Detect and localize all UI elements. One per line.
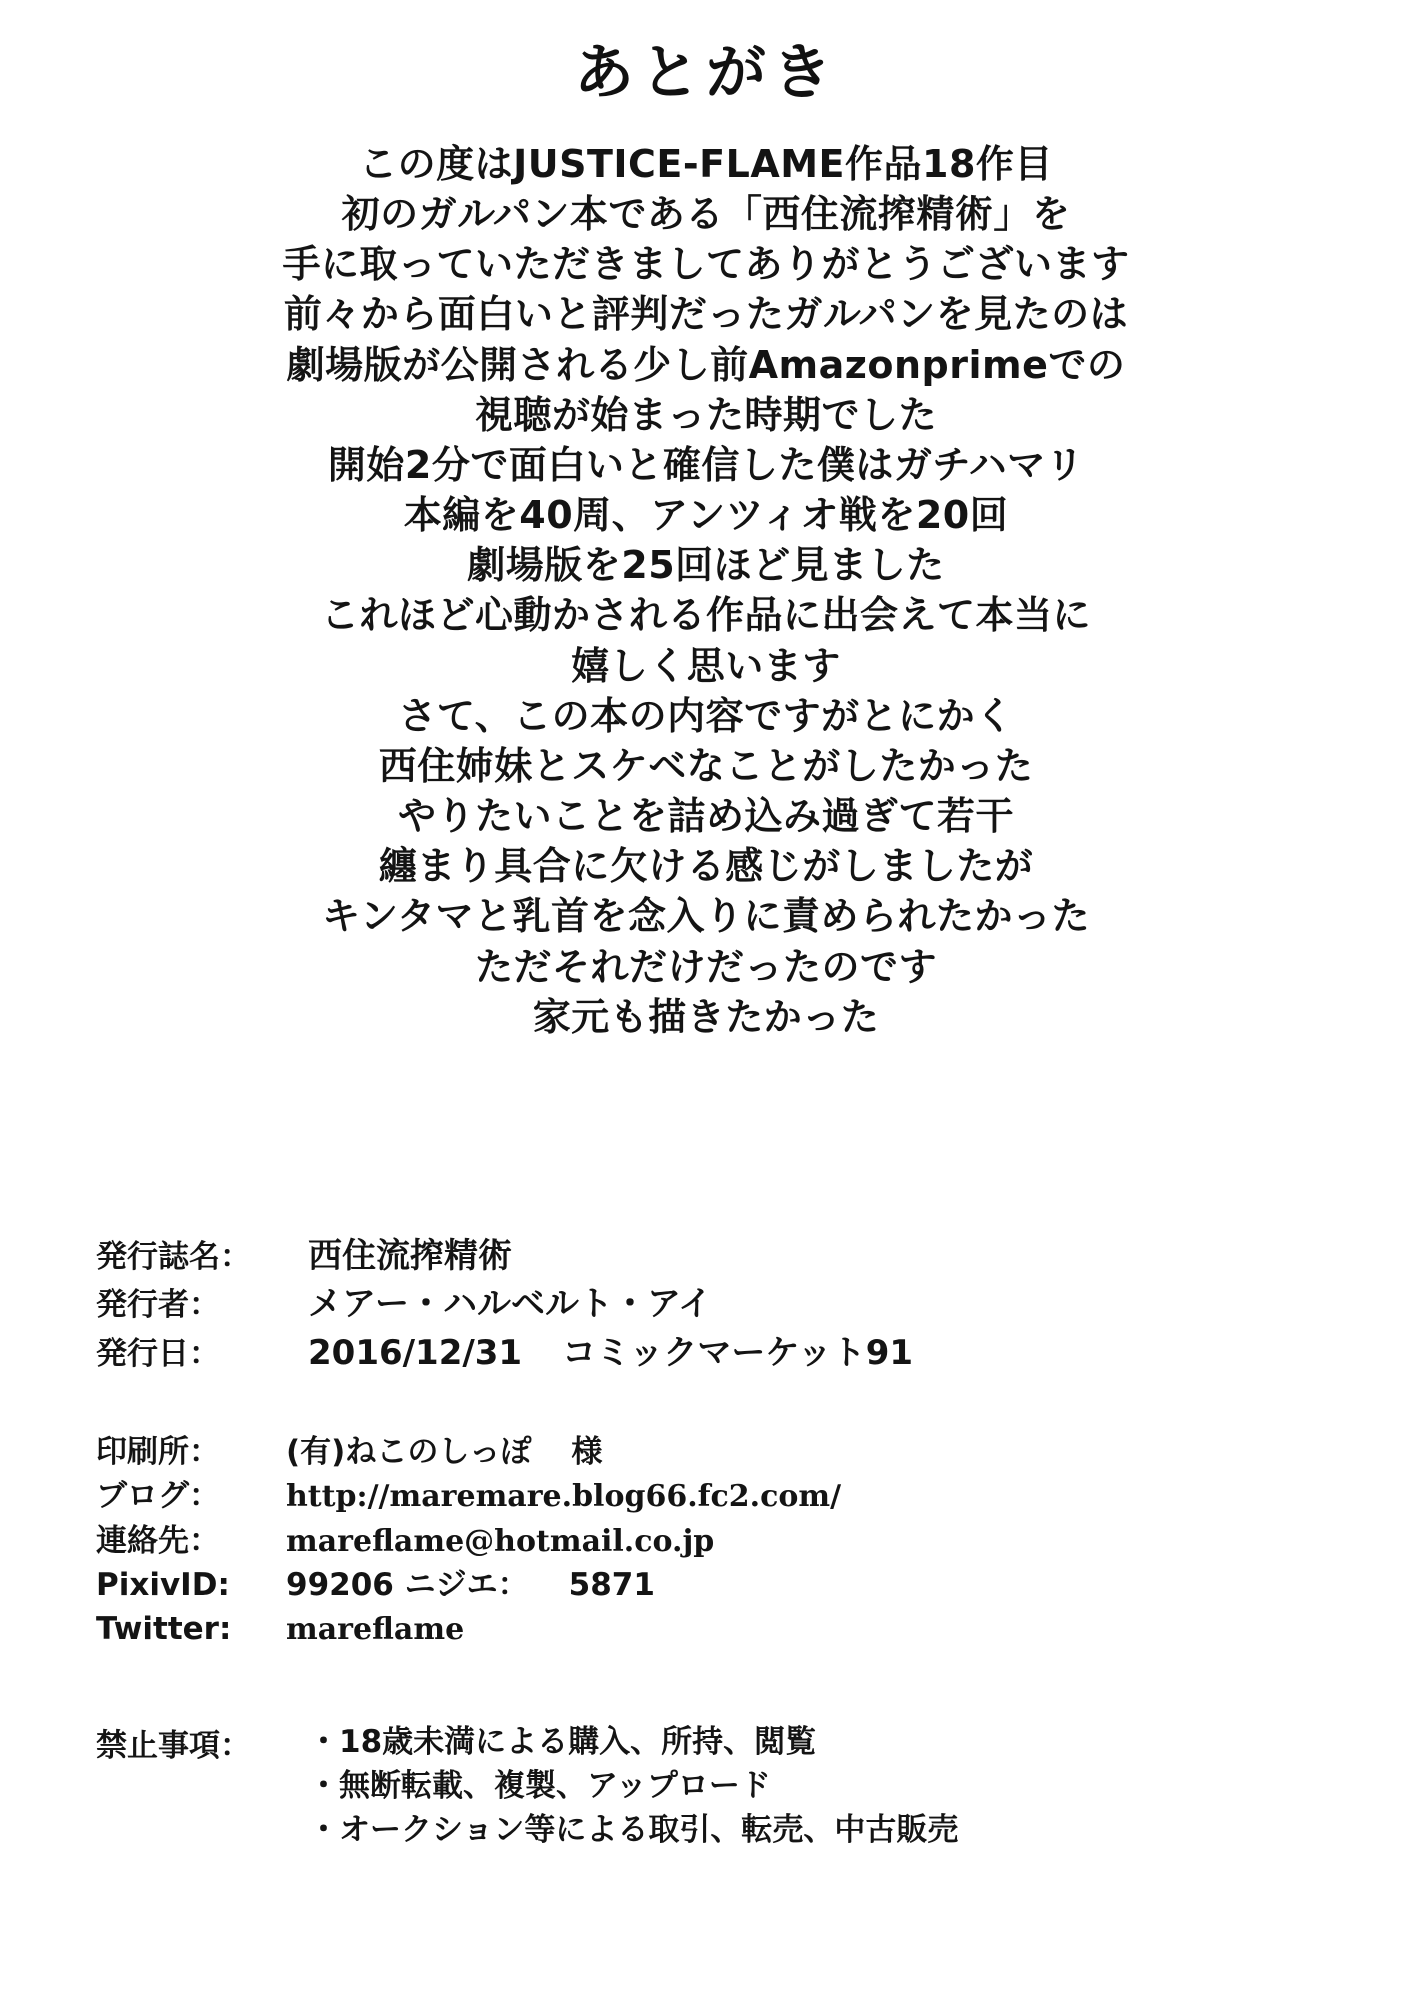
list-item: ・無断転載、複製、アップロード [308, 1768, 771, 1805]
afterword-line: 視聴が始まった時期でした [474, 392, 937, 437]
afterword-line: 前々から面白いと評判だったガルパンを見たのは [283, 292, 1129, 337]
colophon-value: (有)ねこのしっぽ [286, 1434, 532, 1470]
colophon-label: 連絡先： [96, 1522, 220, 1559]
colophon-value-date: 2016/12/31 [308, 1332, 523, 1373]
nijie-id: 5871 [568, 1567, 655, 1604]
afterword-line: 家元も描きたかった [532, 994, 880, 1039]
colophon-label: 発行日： [96, 1335, 220, 1372]
colophon-row-pixiv [96, 1563, 1352, 1607]
afterword-line: 西住姉妹とスケベなことがしたかった [378, 743, 1034, 788]
prohibitions-list [308, 1720, 958, 1852]
afterword-line: やりたいことを詰め込み過ぎて若干 [397, 794, 1014, 839]
colophon-row-twitter [96, 1607, 1352, 1652]
list-item: ・18歳未満による購入、所持、閲覧 [308, 1724, 817, 1760]
afterword-line: 本編を40周、アンツィオ戦を20回 [403, 493, 1009, 538]
afterword-line: さて、この本の内容ですがとにかく [398, 693, 1014, 738]
afterword-line: キンタマと乳首を念入りに責められたかった [321, 894, 1091, 939]
afterword-line: 開始2分で面白いと確信した僕はガチハマリ [327, 442, 1085, 487]
colophon-row [96, 1232, 1352, 1280]
colophon-row [96, 1329, 1352, 1377]
afterword-line: この度はJUSTICE-FLAME作品18作目 [359, 142, 1053, 186]
colophon-label: Twitter: [96, 1611, 232, 1648]
colophon-label: 印刷所： [96, 1434, 220, 1470]
colophon-value: メアー・ハルベルト・アイ [308, 1284, 712, 1325]
afterword-line: 劇場版を25回ほど見ました [467, 543, 945, 588]
publication-info [96, 1232, 1352, 1377]
email-address[interactable]: mareflame@hotmail.co.jp [286, 1523, 715, 1559]
afterword-line: 初のガルパン本である「西住流搾精術」を [341, 192, 1071, 237]
colophon-value-suffix: 様 [571, 1434, 603, 1470]
prohibitions-label: 禁止事項： [96, 1728, 251, 1764]
colophon-row-email [96, 1519, 1352, 1564]
colophon-value-event: コミックマーケット91 [562, 1332, 914, 1373]
pixiv-id: 99206 ニジエ： [286, 1567, 529, 1604]
colophon-value: 西住流搾精術 [308, 1236, 512, 1276]
afterword-line: 手に取っていただきましてありがとうございます [282, 242, 1130, 287]
afterword-line: ただそれだけだったのです [474, 944, 937, 989]
blog-url[interactable]: http://maremare.blog66.fc2.com/ [286, 1479, 842, 1515]
prohibitions-row [96, 1720, 1352, 1852]
afterword-line: 嬉しく思います [571, 643, 841, 688]
contact-info [96, 1430, 1352, 1652]
colophon-label: 発行誌名： [96, 1239, 251, 1275]
colophon-row [96, 1280, 1352, 1328]
colophon-label: 発行者： [96, 1287, 220, 1324]
afterword-line: 纏まり具合に欠ける感じがしましたが [378, 844, 1034, 889]
colophon-label: PixivID: [96, 1567, 230, 1604]
afterword-line: これほど心動かされる作品に出会えて本当に [320, 593, 1091, 638]
list-item: ・オークション等による取引、転売、中古販売 [308, 1812, 959, 1849]
colophon-label: ブログ： [96, 1478, 220, 1515]
afterword-line: 劇場版が公開される少し前Amazonprimeでの [286, 342, 1126, 387]
colophon-row [96, 1430, 1352, 1474]
afterword-text-block [76, 139, 1336, 1042]
twitter-handle[interactable]: mareflame [286, 1612, 465, 1648]
prohibitions-info [96, 1720, 1352, 1852]
colophon-row-blog [96, 1474, 1352, 1519]
page-title: あとがき [574, 38, 838, 108]
